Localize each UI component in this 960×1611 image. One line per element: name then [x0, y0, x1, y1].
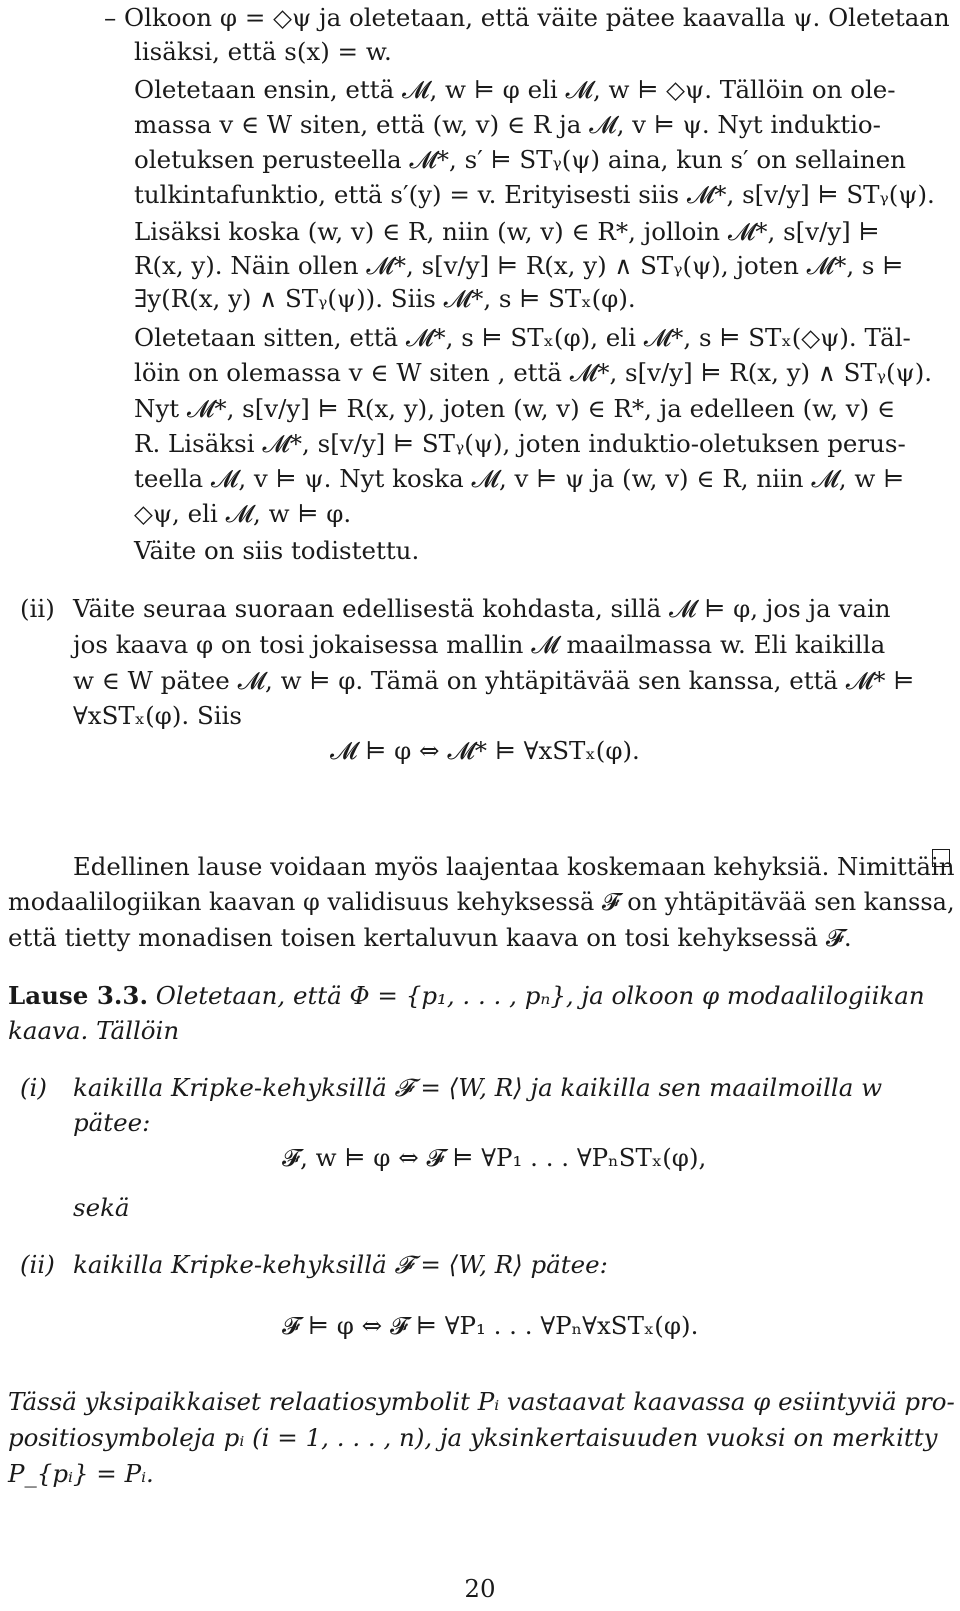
proof-line: – Olkoon φ = ◇ψ ja oletetaan, että väite pätee kaavalla ψ. Oletetaan — [104, 3, 950, 32]
theorem-item-line: kaikilla Kripke-kehyksillä 𝓕 = ⟨W, R⟩ ja kaikilla sen maailmoilla w — [73, 1073, 883, 1102]
paragraph-line: Edellinen lause voidaan myös laajentaa koskemaan kehyksiä. Nimittäin — [73, 852, 955, 881]
proof-line: jos kaava φ on tosi jokaisessa mallin 𝓜 maailmassa w. Eli kaikilla — [73, 630, 886, 659]
theorem-line: kaava. Tällöin — [8, 1016, 180, 1045]
closing-line: positiosymboleja pᵢ (i = 1, . . . , n), ja yksinkertaisuuden vuoksi on merkitty — [8, 1423, 938, 1452]
theorem-item-label: (ii) — [20, 1250, 55, 1279]
proof-line: Oletetaan ensin, että 𝓜, w ⊨ φ eli 𝓜, w ⊨ ◇ψ. Tällöin on ole- — [134, 75, 896, 104]
proof-line: Väite seuraa suoraan edellisestä kohdasta, sillä 𝓜 ⊨ φ, jos ja vain — [73, 594, 891, 623]
proof-line: ∀xSTₓ(φ). Siis — [73, 701, 242, 730]
theorem-item-line: kaikilla Kripke-kehyksillä 𝓕 = ⟨W, R⟩ pätee: — [73, 1250, 608, 1279]
proof-line: Nyt 𝓜*, s[v/y] ⊨ R(x, y), joten (w, v) ∈ R*, ja edelleen (w, v) ∈ — [134, 394, 896, 423]
theorem-item-line: pätee: — [73, 1108, 151, 1137]
proof-line: tulkintafunktio, että s′(y) = v. Erityisesti siis 𝓜*, s[v/y] ⊨ STᵧ(ψ). — [134, 180, 935, 209]
paragraph-line: modaalilogiikan kaavan φ validisuus kehyksessä 𝓕 on yhtäpitävää sen kanssa, — [8, 887, 955, 916]
proof-line: löin on olemassa v ∈ W siten , että 𝓜*, s[v/y] ⊨ R(x, y) ∧ STᵧ(ψ). — [134, 358, 933, 387]
proof-line: ◇ψ, eli 𝓜, w ⊨ φ. — [134, 499, 352, 528]
display-formula: 𝓕, w ⊨ φ ⇔ 𝓕 ⊨ ∀P₁ . . . ∀PₙSTₓ(φ), — [282, 1143, 707, 1172]
paragraph-line: että tietty monadisen toisen kertaluvun kaava on tosi kehyksessä 𝓕. — [8, 923, 852, 952]
proof-line: Väite on siis todistettu. — [134, 536, 420, 565]
closing-line: P_{pᵢ} = Pᵢ. — [8, 1459, 154, 1488]
theorem-text: Oletetaan, että Φ = {p₁, . . . , pₙ}, ja olkoon φ modaalilogiikan — [155, 981, 925, 1010]
closing-line: Tässä yksipaikkaiset relaatiosymbolit Pᵢ vastaavat kaavassa φ esiintyviä pro- — [8, 1387, 955, 1416]
proof-line: lisäksi, että s(x) = w. — [134, 37, 392, 66]
display-formula: 𝓜 ⊨ φ ⇔ 𝓜* ⊨ ∀xSTₓ(φ). — [330, 736, 640, 765]
proof-line: Oletetaan sitten, että 𝓜*, s ⊨ STₓ(φ), eli 𝓜*, s ⊨ STₓ(◇ψ). Täl- — [134, 323, 911, 352]
proof-line: R(x, y). Näin ollen 𝓜*, s[v/y] ⊨ R(x, y) ∧ STᵧ(ψ), joten 𝓜*, s ⊨ — [134, 251, 904, 280]
proof-line: R. Lisäksi 𝓜*, s[v/y] ⊨ STᵧ(ψ), joten induktio-oletuksen perus- — [134, 429, 906, 458]
proof-line: teella 𝓜, v ⊨ ψ. Nyt koska 𝓜, v ⊨ ψ ja (w, v) ∈ R, niin 𝓜, w ⊨ — [134, 464, 905, 493]
theorem-line — [8, 981, 925, 1013]
theorem-item-line: sekä — [73, 1193, 130, 1222]
proof-line: massa v ∈ W siten, että (w, v) ∈ R ja 𝓜, v ⊨ ψ. Nyt induktio- — [134, 110, 881, 139]
proof-line: ∃y(R(x, y) ∧ STᵧ(ψ)). Siis 𝓜*, s ⊨ STₓ(φ). — [134, 284, 636, 313]
theorem-item-label: (i) — [20, 1073, 47, 1102]
page-number: 20 — [464, 1574, 496, 1603]
case-label: (ii) — [20, 594, 55, 623]
display-formula: 𝓕 ⊨ φ ⇔ 𝓕 ⊨ ∀P₁ . . . ∀Pₙ∀xSTₓ(φ). — [282, 1311, 699, 1340]
theorem-label: Lause 3.3. — [8, 981, 148, 1010]
proof-line: Lisäksi koska (w, v) ∈ R, niin (w, v) ∈ R*, jolloin 𝓜*, s[v/y] ⊨ — [134, 217, 880, 246]
proof-line: w ∈ W pätee 𝓜, w ⊨ φ. Tämä on yhtäpitävää sen kanssa, että 𝓜* ⊨ — [73, 666, 915, 695]
proof-line: oletuksen perusteella 𝓜*, s′ ⊨ STᵧ(ψ) aina, kun s′ on sellainen — [134, 145, 906, 174]
